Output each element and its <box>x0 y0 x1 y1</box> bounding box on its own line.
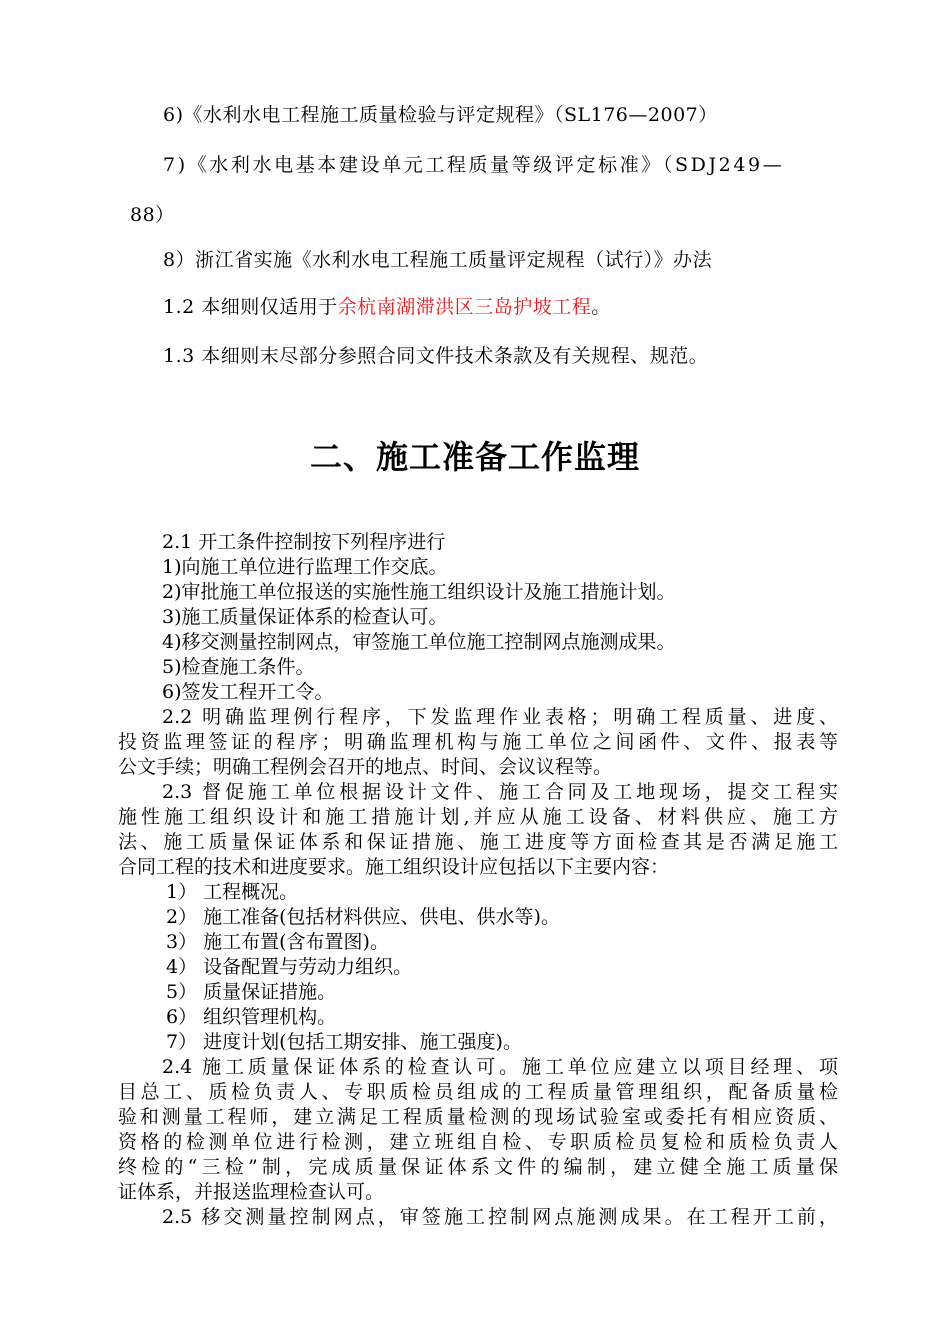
list-item: 4） 设备配置与劳动力组织。 <box>166 956 413 978</box>
text-line: 合同工程的技术和进度要求。施工组织设计应包括以下主要内容： <box>118 856 670 878</box>
text-line: 2.4 施工质量保证体系的检查认可。施工单位应建立以项目经理、项 <box>162 1056 838 1078</box>
text-line: 5)检查施工条件。 <box>162 656 315 678</box>
list-item: 1） 工程概况。 <box>166 881 299 903</box>
text-line: 公文手续；明确工程例会召开的地点、时间、会议议程等。 <box>118 756 613 778</box>
text-line: 资格的检测单位进行检测，建立班组自检、专职质检员复检和质检负责人 <box>118 1131 838 1153</box>
text-line: 2.5 移交测量控制网点，审签施工控制网点施测成果。在工程开工前， <box>162 1206 838 1228</box>
text-line: 2.2 明确监理例行程序，下发监理作业表格；明确工程质量、进度、 <box>162 706 838 728</box>
text-line: 终检的“三检”制，完成质量保证体系文件的编制，建立健全施工质量保 <box>118 1156 838 1178</box>
text-line: 投资监理签证的程序；明确监理机构与施工单位之间函件、文件、报表等 <box>118 731 838 753</box>
clause-1-2 <box>163 292 611 319</box>
text-line: 2)审批施工单位报送的实施性施工组织设计及施工措施计划。 <box>162 581 676 603</box>
reference-item-7-cont: 88） <box>130 204 175 226</box>
list-item: 7） 进度计划(包括工期安排、施工强度)。 <box>166 1031 522 1053</box>
text-line: 证体系，并报送监理检查认可。 <box>118 1181 385 1203</box>
text-line: 2.1 开工条件控制按下列程序进行 <box>162 531 446 553</box>
list-item: 3） 施工布置(含布置图)。 <box>166 931 389 953</box>
text-line: 施性施工组织设计和施工措施计划,并应从施工设备、材料供应、施工方 <box>118 806 838 828</box>
clause-1-2-suffix: 。 <box>591 296 611 318</box>
reference-item-8: 8）浙江省实施《水利水电工程施工质量评定规程（试行）》办法 <box>163 249 713 271</box>
text-line: 6)签发工程开工令。 <box>162 681 334 703</box>
text-line: 2.3 督促施工单位根据设计文件、施工合同及工地现场，提交工程实 <box>162 781 838 803</box>
reference-item-6: 6)《水利水电工程施工质量检验与评定规程》（SL176—2007） <box>163 104 718 126</box>
project-name: 余杭南湖滞洪区三岛护坡工程 <box>337 296 592 318</box>
text-line: 验和测量工程师，建立满足工程质量检测的现场试验室或委托有相应资质、 <box>118 1106 838 1128</box>
text-line: 1)向施工单位进行监理工作交底。 <box>162 556 448 578</box>
text-line: 3)施工质量保证体系的检查认可。 <box>162 606 448 628</box>
clause-1-3: 1.3 本细则末尽部分参照合同文件技术条款及有关规程、规范。 <box>163 345 709 367</box>
text-line: 4)移交测量控制网点，审签施工单位施工控制网点施测成果。 <box>162 631 676 653</box>
list-item: 5） 质量保证措施。 <box>166 981 337 1003</box>
reference-item-7: 7)《水利水电基本建设单元工程质量等级评定标准》（SDJ249— <box>163 154 785 176</box>
list-item: 2） 施工准备(包括材料供应、供电、供水等)。 <box>166 906 560 928</box>
list-item: 6） 组织管理机构。 <box>166 1006 337 1028</box>
clause-1-2-prefix: 1.2 本细则仅适用于 <box>163 296 338 318</box>
text-line: 法、施工质量保证体系和保证措施、施工进度等方面检查其是否满足施工 <box>118 831 838 853</box>
section-2-body <box>118 530 838 1230</box>
text-line: 目总工、质检负责人、专职质检员组成的工程质量管理组织，配备质量检 <box>118 1081 838 1103</box>
section-heading: 二、施工准备工作监理 <box>309 438 640 476</box>
